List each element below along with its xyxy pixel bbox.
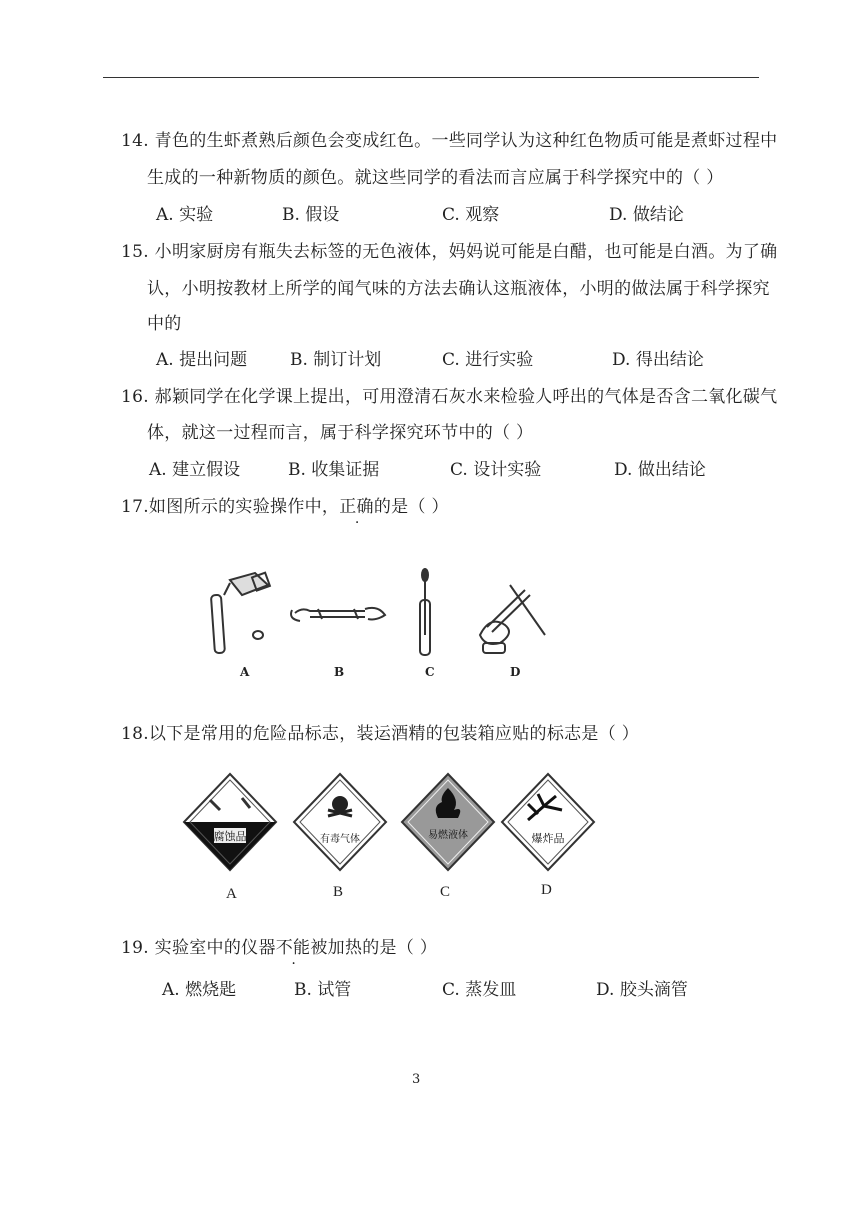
- q14-line1: 14. 青色的生虾煮熟后颜色会变成红色。一些同学认为这种红色物质可能是煮虾过程中: [121, 131, 778, 151]
- q16-line2: 体，就这一过程而言，属于科学探究环节中的（ ）: [147, 423, 534, 443]
- q19-option-a: A. 燃烧匙: [162, 980, 237, 1000]
- sign-d-text: 爆炸品: [531, 832, 565, 845]
- q17-fig-label-d: D: [510, 665, 521, 679]
- q17-prefix: 17.如图所示的实验操作中，: [121, 497, 340, 517]
- q18-sign-label-b: B: [333, 884, 344, 900]
- fig-d-heating-icon: [480, 585, 545, 653]
- q18-hazard-signs-figure: [180, 770, 600, 880]
- fig-c-dropper-icon: [420, 569, 430, 655]
- q19-option-b: B. 试管: [294, 980, 352, 1000]
- sign-c-flammable-icon: [402, 774, 494, 870]
- q16-option-a: A. 建立假设: [149, 460, 241, 480]
- q17-emphasis: 正确: [339, 497, 374, 517]
- q19-suffix: 被加热的是（ ）: [310, 938, 438, 958]
- q17-fig-label-a: A: [240, 665, 250, 679]
- q18-sign-label-d: D: [541, 882, 552, 898]
- page-number: 3: [412, 1072, 421, 1087]
- q19-prefix: 19. 实验室中的仪器: [121, 938, 276, 958]
- q17-fig-label-b: B: [334, 665, 345, 679]
- q16-option-d: D. 做出结论: [614, 460, 706, 480]
- q15-line2: 认，小明按教材上所学的闻气味的方法去确认这瓶液体，小明的做法属于科学探究: [147, 279, 770, 299]
- sign-b-text: 有毒气体: [320, 834, 360, 845]
- q14-option-d: D. 做结论: [609, 205, 684, 225]
- q19-option-d: D. 胶头滴管: [596, 980, 688, 1000]
- fig-a-pouring-icon: [211, 573, 270, 654]
- q17-lab-operations-figure: [200, 565, 560, 665]
- q14-option-c: C. 观察: [442, 205, 500, 225]
- q19-option-c: C. 蒸发皿: [442, 980, 517, 1000]
- q16-option-c: C. 设计实验: [450, 460, 542, 480]
- q15-line1: 15. 小明家厨房有瓶失去标签的无色液体，妈妈说可能是白醋，也可能是白酒。为了确: [121, 242, 778, 262]
- q14-option-a: A. 实验: [156, 205, 214, 225]
- q19-stem: [121, 933, 437, 958]
- q18-sign-label-a: A: [226, 886, 237, 902]
- sign-a-text: 腐蚀品: [213, 830, 247, 843]
- fig-b-holding-tube-icon: [291, 608, 385, 621]
- q18-sign-label-c: C: [440, 884, 451, 900]
- q19-emphasis: 不能: [275, 938, 311, 958]
- q14-option-b: B. 假设: [282, 205, 340, 225]
- q15-option-c: C. 进行实验: [442, 350, 534, 370]
- q15-option-a: A. 提出问题: [156, 350, 248, 370]
- sign-b-toxic-gas-icon: [294, 774, 386, 870]
- q15-option-b: B. 制订计划: [290, 350, 382, 370]
- q16-line1: 16. 郝颖同学在化学课上提出，可用澄清石灰水来检验人呼出的气体是否含二氧化碳气: [121, 387, 778, 407]
- q16-option-b: B. 收集证据: [288, 460, 380, 480]
- sign-a-corrosive-icon: [180, 774, 280, 874]
- header-rule: [103, 77, 759, 78]
- q18-stem: 18.以下是常用的危险品标志，装运酒精的包装箱应贴的标志是（ ）: [121, 724, 640, 744]
- q15-option-d: D. 得出结论: [612, 350, 704, 370]
- q17-fig-label-c: C: [425, 665, 435, 679]
- q15-line3: 中的: [147, 314, 182, 334]
- sign-d-explosive-icon: [502, 774, 594, 870]
- sign-c-text: 易燃液体: [428, 830, 468, 841]
- q17-stem: [121, 492, 449, 517]
- q14-line2: 生成的一种新物质的颜色。就这些同学的看法而言应属于科学探究中的（ ）: [147, 168, 724, 188]
- q17-suffix: 的是（ ）: [373, 497, 449, 517]
